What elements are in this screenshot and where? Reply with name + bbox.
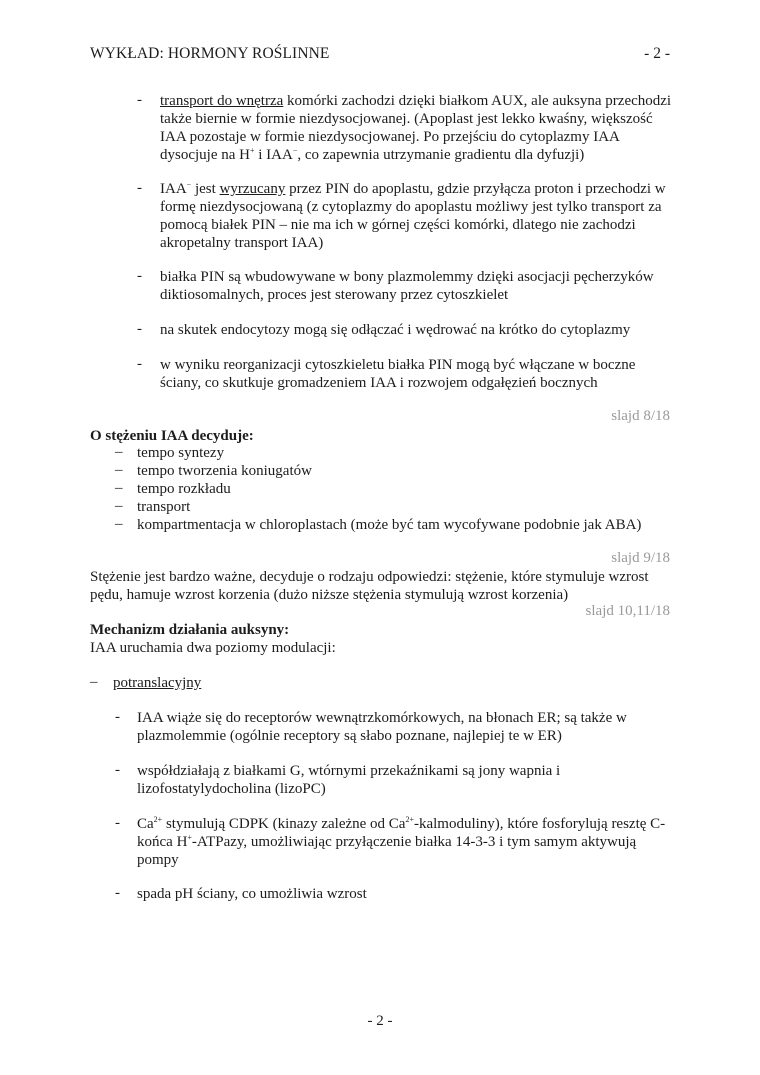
list-item: tempo tworzenia koniugatów (137, 463, 312, 479)
bullet-dash: - (115, 762, 120, 778)
bullet-dash: - (115, 885, 120, 901)
page-header (90, 45, 670, 65)
list-item: tempo rozkładu (137, 481, 231, 497)
list-item: transport (137, 499, 191, 515)
list-item: tempo syntezy (137, 445, 225, 461)
list-item: IAA wiąże się do receptorów wewnątrzkomórkowych, na błonach ER; są także w plazmolemmie (ogólnie receptory są słabo poznane, najlepiej te w ER) (137, 710, 627, 744)
list-item: w wyniku reorganizacji cytoszkieletu białka PIN mogą być włączane w boczne ściany, co skutkuje gromadzeniem IAA i rozwojem odgałęzień bocznych (160, 357, 636, 391)
section-heading: Mechanizm działania auksyny: (90, 622, 290, 638)
list-item: współdziałają z białkami G, wtórnymi przekaźnikami są jony wapnia i lizofostatylydocholina (lizoPC) (137, 763, 561, 797)
list-item: IAA− jest wyrzucany przez PIN do apoplastu, gdzie przyłącza proton i przechodzi w formę niezdysocjowaną (z cytoplazmy do apoplastu możliwy jest tylko transport za pomocą białek PIN – nie ma ich w górnej części komórki, dlatego nie zachodzi akropetalny transport IAA) (160, 180, 666, 251)
bullet-dash: – (115, 444, 123, 460)
slide-reference: slajd 8/18 (611, 408, 670, 424)
bullet-dash: - (137, 92, 142, 108)
slide-reference: slajd 10,11/18 (585, 603, 670, 619)
bullet-dash: – (115, 498, 123, 514)
header-title: WYKŁAD: HORMONY ROŚLINNE (90, 45, 330, 62)
list-item: transport do wnętrza komórki zachodzi dzięki białkom AUX, ale auksyna przechodzi także biernie w formie niezdysocjowanej. (Apoplast jest lekko kwaśny, większość IAA pozostaje w formie niezdysocjowanej. Po przejściu do cytoplazmy IAA dysocjuje na H+ i IAA−, co zapewnia utrzymanie gradientu dla dyfuzji) (160, 93, 672, 163)
bullet-dash: – (115, 462, 123, 478)
list-item: spada pH ściany, co umożliwia wzrost (137, 886, 367, 902)
page-footer: - 2 - (367, 1013, 393, 1029)
bullet-dash: - (115, 815, 120, 831)
bullet-dash: - (115, 709, 120, 725)
list-item: kompartmentacja w chloroplastach (może być tam wycofywane podobnie jak ABA) (137, 517, 642, 533)
header-page-number: - 2 - (644, 45, 670, 62)
section-heading: O stężeniu IAA decyduje: (90, 428, 254, 444)
bullet-dash: – (115, 480, 123, 496)
bullet-dash: - (137, 356, 142, 372)
list-item: $Ca^{2+}$ stymulują CDPK (kinazy zależne od $Ca^{2+}-kalmoduliny$), które fosforylują resztę C-końca H+-ATPazy, umożliwiając przyłączenie białka 14-3-3 i tym samym aktywują pompy (137, 815, 666, 868)
list-item: na skutek endocytozy mogą się odłączać i wędrować na krótko do cytoplazmy (160, 322, 631, 338)
bullet-dash: - (137, 321, 142, 337)
list-item: białka PIN są wbudowywane w bony plazmolemmy dzięki asocjacji pęcherzyków diktiosomalnych, proces jest sterowany przez cytoszkielet (160, 269, 654, 303)
bullet-dash: - (137, 180, 142, 196)
slide-reference: slajd 9/18 (611, 550, 670, 566)
section-intro: IAA uruchamia dwa poziomy modulacji: (90, 640, 336, 656)
bullet-dash: - (137, 268, 142, 284)
modulation-level: potranslacyjny (113, 675, 202, 691)
bullet-dash: – (115, 516, 123, 532)
paragraph: Stężenie jest bardzo ważne, decyduje o rodzaju odpowiedzi: stężenie, które stymuluje wzrost pędu, hamuje wzrost korzenia (dużo niższe stężenia stymulują wzrost korzenia) (90, 569, 649, 603)
bullet-dash: – (90, 674, 98, 690)
